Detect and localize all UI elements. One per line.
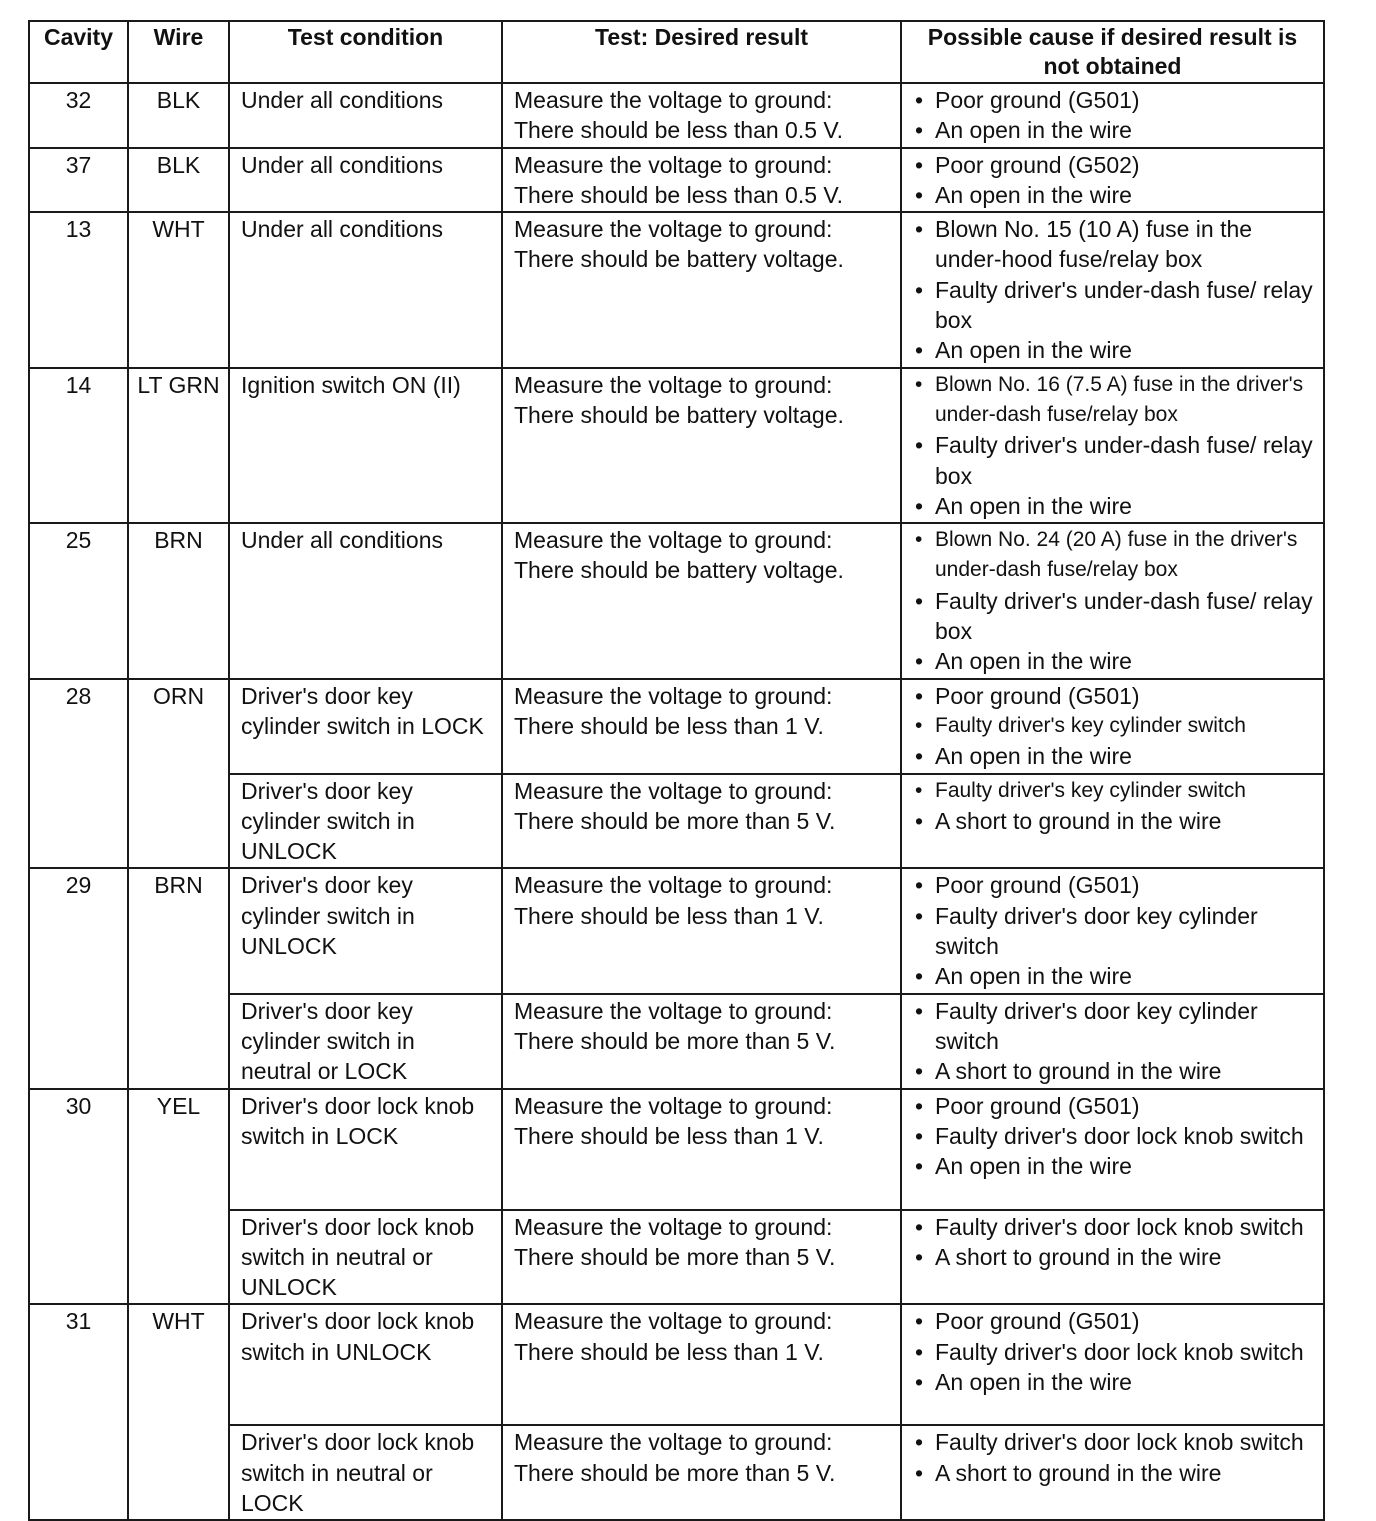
cavity-cell: 13	[29, 212, 128, 367]
wire-cell: BRN	[128, 868, 229, 1088]
cause-item: • Faulty driver's under-dash fuse/ relay box	[935, 275, 1313, 336]
desired-result-cell: Measure the voltage to ground: There should be less than 1 V.	[502, 679, 901, 774]
cause-item: • An open in the wire	[935, 1151, 1313, 1181]
cause-item: • An open in the wire	[935, 646, 1313, 676]
test-condition-cell: Driver's door key cylinder switch in LOCK	[229, 679, 502, 774]
desired-result-cell: Measure the voltage to ground: There should be more than 5 V.	[502, 1210, 901, 1305]
cavity-cell: 37	[29, 148, 128, 213]
test-condition-cell: Under all conditions	[229, 83, 502, 148]
cavity-cell: 32	[29, 83, 128, 148]
cause-list	[913, 1306, 1313, 1397]
cause-list	[913, 525, 1313, 676]
desired-result-cell: Measure the voltage to ground: There should be battery voltage.	[502, 212, 901, 367]
cause-item: • Faulty driver's door lock knob switch	[935, 1212, 1313, 1242]
header-cavity: Cavity	[29, 21, 128, 83]
desired-result-cell: Measure the voltage to ground: There should be less than 0.5 V.	[502, 148, 901, 213]
cause-item: • A short to ground in the wire	[935, 1242, 1313, 1272]
header-desired-result: Test: Desired result	[502, 21, 901, 83]
test-condition-cell: Under all conditions	[229, 523, 502, 678]
test-condition-cell: Driver's door key cylinder switch in neutral or LOCK	[229, 994, 502, 1089]
cause-item: • Poor ground (G501)	[935, 870, 1313, 900]
test-condition-cell: Driver's door lock knob switch in LOCK	[229, 1089, 502, 1210]
table-row	[29, 368, 1324, 523]
possible-cause-cell	[901, 83, 1324, 148]
table-body	[29, 83, 1324, 1520]
cavity-cell: 14	[29, 368, 128, 523]
desired-result-cell: Measure the voltage to ground: There should be more than 5 V.	[502, 1425, 901, 1520]
header-possible-cause: Possible cause if desired result is not obtained	[901, 21, 1324, 83]
cause-item: • Blown No. 16 (7.5 A) fuse in the driver's under-dash fuse/relay box	[935, 370, 1313, 431]
cause-list	[913, 1212, 1313, 1273]
test-condition-cell: Driver's door key cylinder switch in UNLOCK	[229, 868, 502, 993]
cause-list	[913, 214, 1313, 365]
wire-cell: WHT	[128, 1304, 229, 1520]
cause-item: • Faulty driver's door key cylinder switch	[935, 996, 1313, 1057]
cause-item: • A short to ground in the wire	[935, 1458, 1313, 1488]
possible-cause-cell	[901, 1304, 1324, 1425]
desired-result-cell: Measure the voltage to ground: There should be less than 1 V.	[502, 868, 901, 993]
test-condition-cell: Driver's door lock knob switch in UNLOCK	[229, 1304, 502, 1425]
test-condition-cell: Driver's door key cylinder switch in UNLOCK	[229, 774, 502, 869]
table-row	[29, 148, 1324, 213]
cavity-cell: 29	[29, 868, 128, 1088]
cause-list	[913, 150, 1313, 211]
cause-list	[913, 776, 1313, 837]
cause-item: • An open in the wire	[935, 491, 1313, 521]
table-row	[29, 1089, 1324, 1210]
cause-item: • Faulty driver's door lock knob switch	[935, 1121, 1313, 1151]
table-row	[29, 868, 1324, 993]
wire-cell: WHT	[128, 212, 229, 367]
cause-list	[913, 370, 1313, 521]
cause-item: • A short to ground in the wire	[935, 1056, 1313, 1086]
header-row	[29, 21, 1324, 83]
possible-cause-cell	[901, 679, 1324, 774]
possible-cause-cell	[901, 1425, 1324, 1520]
cause-item: • An open in the wire	[935, 335, 1313, 365]
cause-list	[913, 1091, 1313, 1182]
cavity-cell: 30	[29, 1089, 128, 1305]
possible-cause-cell	[901, 774, 1324, 869]
cause-item: • Faulty driver's under-dash fuse/ relay box	[935, 430, 1313, 491]
table-row	[29, 83, 1324, 148]
wire-cell: LT GRN	[128, 368, 229, 523]
desired-result-cell: Measure the voltage to ground: There should be less than 1 V.	[502, 1304, 901, 1425]
cause-item: • An open in the wire	[935, 741, 1313, 771]
cause-item: • Poor ground (G501)	[935, 681, 1313, 711]
desired-result-cell: Measure the voltage to ground: There should be less than 0.5 V.	[502, 83, 901, 148]
test-condition-cell: Under all conditions	[229, 212, 502, 367]
wire-cell: BLK	[128, 148, 229, 213]
desired-result-cell: Measure the voltage to ground: There should be battery voltage.	[502, 368, 901, 523]
cause-item: • Faulty driver's door lock knob switch	[935, 1337, 1313, 1367]
possible-cause-cell	[901, 148, 1324, 213]
header-test-condition: Test condition	[229, 21, 502, 83]
cause-list	[913, 85, 1313, 146]
test-table	[28, 20, 1325, 1521]
desired-result-cell: Measure the voltage to ground: There should be battery voltage.	[502, 523, 901, 678]
table-row	[29, 1304, 1324, 1425]
cavity-cell: 25	[29, 523, 128, 678]
table-row	[29, 212, 1324, 367]
cavity-cell: 28	[29, 679, 128, 869]
desired-result-cell: Measure the voltage to ground: There should be more than 5 V.	[502, 774, 901, 869]
cause-item: • An open in the wire	[935, 180, 1313, 210]
wire-cell: BRN	[128, 523, 229, 678]
cause-item: • Faulty driver's key cylinder switch	[935, 776, 1313, 806]
cause-item: • Blown No. 24 (20 A) fuse in the driver's under-dash fuse/relay box	[935, 525, 1313, 586]
test-condition-cell: Driver's door lock knob switch in neutral or UNLOCK	[229, 1210, 502, 1305]
cause-item: • An open in the wire	[935, 1367, 1313, 1397]
header-wire: Wire	[128, 21, 229, 83]
wire-cell: ORN	[128, 679, 229, 869]
wire-cell: YEL	[128, 1089, 229, 1305]
cause-item: • Blown No. 15 (10 A) fuse in the under-hood fuse/relay box	[935, 214, 1313, 275]
table-row	[29, 523, 1324, 678]
cause-list	[913, 870, 1313, 991]
possible-cause-cell	[901, 1089, 1324, 1210]
cause-item: • An open in the wire	[935, 115, 1313, 145]
cause-list	[913, 1427, 1313, 1488]
cause-list	[913, 996, 1313, 1087]
wire-cell: BLK	[128, 83, 229, 148]
cause-item: • Faulty driver's door key cylinder switch	[935, 901, 1313, 962]
cause-item: • Faulty driver's door lock knob switch	[935, 1427, 1313, 1457]
desired-result-cell: Measure the voltage to ground: There should be more than 5 V.	[502, 994, 901, 1089]
cavity-cell: 31	[29, 1304, 128, 1520]
test-condition-cell: Ignition switch ON (II)	[229, 368, 502, 523]
cause-item: • Faulty driver's under-dash fuse/ relay box	[935, 586, 1313, 647]
cause-list	[913, 681, 1313, 772]
cause-item: • Poor ground (G501)	[935, 85, 1313, 115]
possible-cause-cell	[901, 868, 1324, 993]
cause-item: • An open in the wire	[935, 961, 1313, 991]
desired-result-cell: Measure the voltage to ground: There should be less than 1 V.	[502, 1089, 901, 1210]
possible-cause-cell	[901, 368, 1324, 523]
cause-item: • Poor ground (G501)	[935, 1306, 1313, 1336]
cause-item: • Poor ground (G501)	[935, 1091, 1313, 1121]
possible-cause-cell	[901, 212, 1324, 367]
test-condition-cell: Driver's door lock knob switch in neutral or LOCK	[229, 1425, 502, 1520]
cause-item: • A short to ground in the wire	[935, 806, 1313, 836]
possible-cause-cell	[901, 523, 1324, 678]
possible-cause-cell	[901, 1210, 1324, 1305]
cause-item: • Faulty driver's key cylinder switch	[935, 711, 1313, 741]
table-row	[29, 679, 1324, 774]
cause-item: • Poor ground (G502)	[935, 150, 1313, 180]
possible-cause-cell	[901, 994, 1324, 1089]
test-condition-cell: Under all conditions	[229, 148, 502, 213]
